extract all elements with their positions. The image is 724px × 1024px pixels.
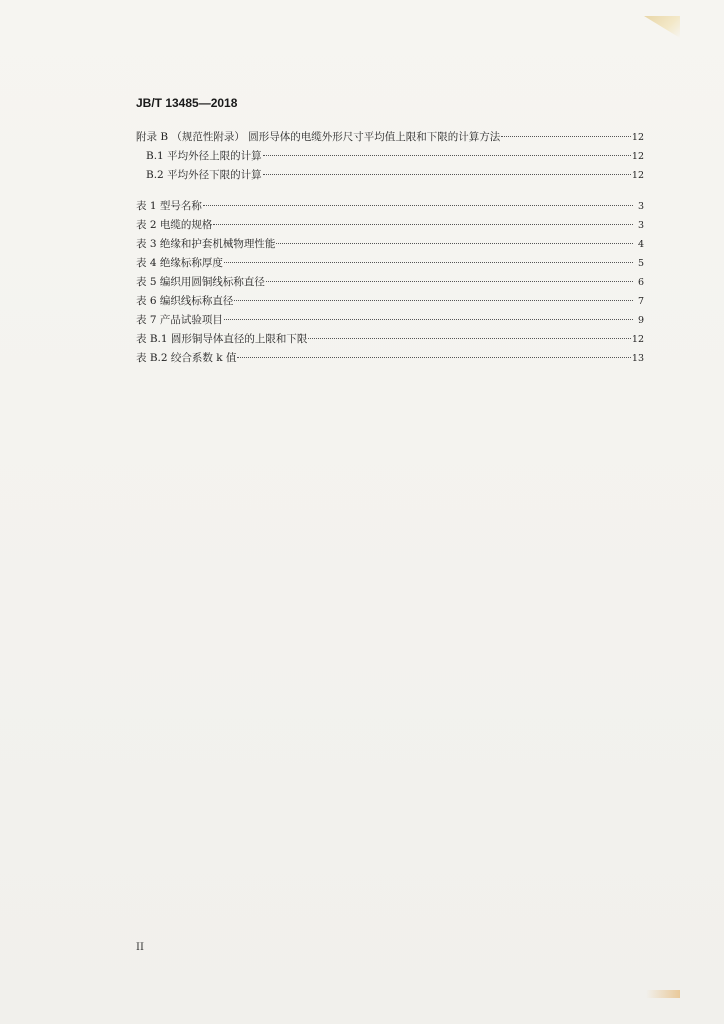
toc-entry-page: 12 [631,132,644,143]
toc-entry-label: 表 5 编织用圆铜线标称直径 [136,276,265,288]
toc-entry-label: 表 6 编织线标称直径 [136,295,234,307]
toc-entry-page: 6 [637,277,644,288]
dot-leader [266,271,633,282]
dot-leader [237,347,630,358]
toc-entry-page: 12 [631,170,644,181]
page-corner-fold [644,16,680,38]
toc-entry-label: 表 7 产品试验项目 [136,314,223,326]
toc-entry-label: B.1 平均外径上限的计算 [146,150,262,162]
page-number: II [136,942,144,953]
dot-leader [308,328,630,339]
toc-entry-label: 表 B.2 绞合系数 k 值 [136,352,237,364]
toc-entry-page: 13 [631,353,644,364]
dot-leader [213,214,633,225]
page-edge-shadow [646,990,680,998]
dot-leader [501,126,631,137]
toc-entry-label: 表 B.1 圆形铜导体直径的上限和下限 [136,333,308,345]
toc-entry-label: 表 2 电缆的规格 [136,219,213,231]
toc-entry-page: 7 [637,296,644,307]
toc-entry-page: 3 [637,201,644,212]
toc-entry-page: 3 [637,220,644,231]
toc-entry-b2[interactable] [136,166,644,185]
toc-entry-label: B.2 平均外径下限的计算 [146,169,262,181]
dot-leader [263,145,631,156]
toc-entry-table-b2[interactable] [136,349,644,368]
standard-code-header: JB/T 13485—2018 [136,96,238,110]
toc-entry-page: 9 [637,315,644,326]
dot-leader [224,309,633,320]
dot-leader [224,252,633,263]
toc-entry-label: 表 3 绝缘和护套机械物理性能 [136,238,276,250]
toc-entry-page: 12 [631,151,644,162]
toc-entry-label: 表 4 绝缘标称厚度 [136,257,223,269]
toc-entry-page: 5 [637,258,644,269]
table-of-contents [136,128,644,368]
dot-leader [234,290,633,301]
toc-entry-label: 附录 B （规范性附录） 圆形导体的电缆外形尺寸平均值上限和下限的计算方法 [136,131,501,143]
toc-entry-page: 12 [631,334,644,345]
dot-leader [276,233,633,244]
toc-entry-label: 表 1 型号名称 [136,200,202,212]
dot-leader [203,195,633,206]
toc-entry-page: 4 [637,239,644,250]
dot-leader [263,164,631,175]
